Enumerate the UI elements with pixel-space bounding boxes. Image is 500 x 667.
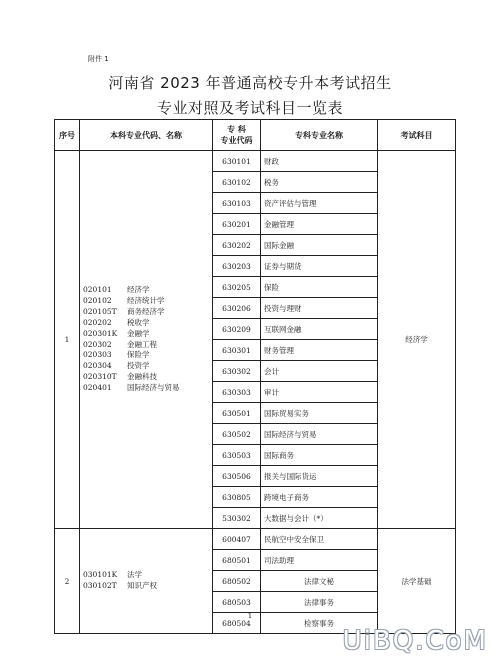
junior-major-name: 报关与国际货运 (261, 466, 378, 487)
undergrad-major-name: 税收学 (127, 317, 150, 327)
junior-major-name: 法律文秘 (261, 571, 378, 592)
undergrad-major-code: 030102T (83, 581, 117, 590)
undergrad-major-name: 金融学 (127, 328, 150, 338)
undergrad-major-name: 投资学 (127, 361, 150, 371)
junior-major-name: 财务管理 (261, 340, 378, 361)
junior-major-name: 税务 (261, 172, 378, 193)
undergrad-major (83, 383, 212, 394)
group-seq: 2 (55, 529, 80, 634)
junior-major-code: 630202 (213, 235, 261, 256)
junior-major-name: 国际金融 (261, 235, 378, 256)
junior-major-name: 司法助理 (261, 550, 378, 571)
junior-major-code: 630103 (213, 193, 261, 214)
junior-major-code: 630101 (213, 151, 261, 172)
undergrad-major-code: 020401 (83, 383, 112, 393)
group-seq: 1 (55, 151, 80, 529)
watermark-text: UiBQ.CoM (342, 626, 488, 656)
junior-major-name: 国际贸易实务 (261, 403, 378, 424)
table-header-row (55, 120, 456, 151)
undergrad-major (83, 350, 212, 361)
undergrad-major-name: 商务经济学 (127, 306, 165, 316)
undergrad-major-code: 020310T (83, 372, 117, 382)
undergrad-major (83, 329, 212, 340)
undergrad-major-code: 020202 (83, 317, 112, 327)
undergrad-major (83, 307, 212, 318)
junior-major-name: 审计 (261, 382, 378, 403)
undergrad-major-code: 020301K (83, 328, 118, 338)
junior-major-code: 630206 (213, 298, 261, 319)
undergrad-majors-cell (80, 151, 213, 529)
junior-major-name: 互联网金融 (261, 319, 378, 340)
undergrad-major-name: 金融工程 (127, 339, 157, 349)
undergrad-major-code: 020101 (83, 284, 112, 294)
undergrad-major (83, 318, 212, 329)
table-body (55, 151, 456, 634)
junior-major-name: 金融管理 (261, 214, 378, 235)
junior-major-code: 630303 (213, 382, 261, 403)
header-junior-code: 专 科 专业代码 (213, 120, 261, 151)
junior-major-name: 检察事务 (261, 613, 378, 634)
junior-major-code: 530302 (213, 508, 261, 529)
table-row (55, 529, 456, 550)
undergrad-major-name: 经济学 (127, 284, 150, 294)
undergrad-major (83, 340, 212, 351)
header-undergrad: 本科专业代码、名称 (80, 120, 213, 151)
junior-major-name: 证券与期货 (261, 256, 378, 277)
junior-major-code: 630209 (213, 319, 261, 340)
undergrad-major-code: 020302 (83, 339, 112, 349)
junior-major-name: 资产评估与管理 (261, 193, 378, 214)
undergrad-major (83, 372, 212, 383)
undergrad-major (83, 285, 212, 296)
undergrad-major (83, 361, 212, 372)
junior-major-code: 630301 (213, 340, 261, 361)
junior-major-code: 630201 (213, 214, 261, 235)
undergrad-major-code: 020105T (83, 306, 117, 316)
junior-major-code: 680501 (213, 550, 261, 571)
table-row (55, 151, 456, 172)
header-subject: 考试科目 (378, 120, 456, 151)
junior-major-code: 680504 (213, 613, 261, 634)
document-subtitle: 专业对照及考试科目一览表 (156, 99, 343, 117)
junior-major-code: 630203 (213, 256, 261, 277)
junior-major-name: 财政 (261, 151, 378, 172)
major-mapping-table (54, 119, 456, 634)
undergrad-major-name: 保险学 (127, 350, 150, 360)
exam-subject: 经济学 (378, 151, 456, 529)
undergrad-major-code: 030101K (83, 570, 118, 580)
junior-major-name: 保险 (261, 277, 378, 298)
junior-major-name: 投资与理财 (261, 298, 378, 319)
junior-major-code: 630805 (213, 487, 261, 508)
junior-major-code: 680503 (213, 592, 261, 613)
junior-major-code: 630501 (213, 403, 261, 424)
attachment-label: 附件 1 (88, 55, 109, 63)
undergrad-major-code: 020303 (83, 350, 112, 360)
junior-major-name: 国际商务 (261, 445, 378, 466)
junior-major-code: 680502 (213, 571, 261, 592)
page-number: 1 (247, 612, 253, 620)
junior-major-name: 跨境电子商务 (261, 487, 378, 508)
document-title: 河南省 2023 年普通高校专升本考试招生 (108, 74, 392, 92)
junior-major-name: 会计 (261, 361, 378, 382)
junior-major-code: 630502 (213, 424, 261, 445)
junior-major-code: 630102 (213, 172, 261, 193)
junior-major-name: 大数据与会计（*） (261, 508, 378, 529)
header-seq: 序号 (55, 120, 80, 151)
junior-major-code: 630503 (213, 445, 261, 466)
undergrad-major-code: 020102 (83, 295, 112, 305)
junior-major-code: 630506 (213, 466, 261, 487)
undergrad-major-name: 法学 (127, 570, 142, 580)
junior-major-code: 600407 (213, 529, 261, 550)
undergrad-major (83, 581, 212, 592)
header-junior-name: 专科专业名称 (261, 120, 378, 151)
undergrad-major (83, 570, 212, 581)
undergrad-major-code: 020304 (83, 361, 112, 371)
undergrad-major-name: 知识产权 (127, 581, 157, 590)
exam-subject: 法学基础 (378, 529, 456, 634)
undergrad-major-name: 国际经济与贸易 (127, 383, 180, 393)
junior-major-code: 630205 (213, 277, 261, 298)
junior-major-name: 法律事务 (261, 592, 378, 613)
junior-major-name: 国际经济与贸易 (261, 424, 378, 445)
undergrad-major-name: 金融科技 (127, 372, 157, 382)
undergrad-major-name: 经济统计学 (127, 295, 165, 305)
undergrad-major (83, 296, 212, 307)
junior-major-code: 630302 (213, 361, 261, 382)
junior-major-name: 民航空中安全保卫 (261, 529, 378, 550)
